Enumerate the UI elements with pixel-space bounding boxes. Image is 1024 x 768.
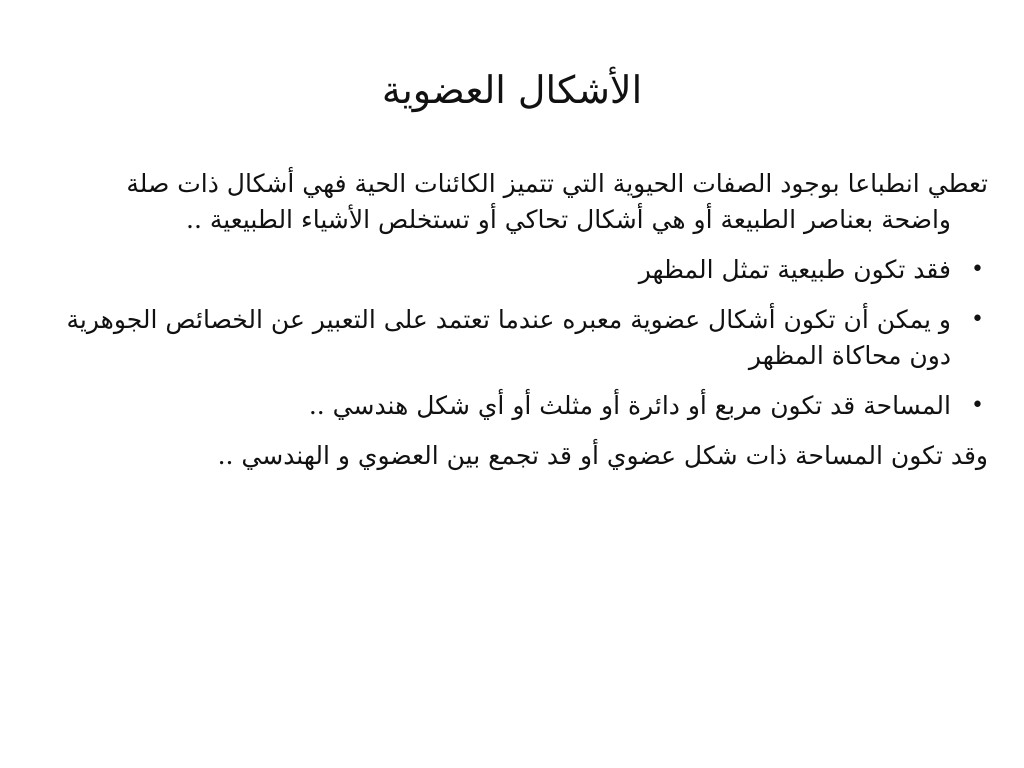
slide-title: الأشكال العضوية	[381, 68, 643, 112]
bullet-text: و يمكن أن تكون أشكال عضوية معبره عندما تعتمد على التعبير عن الخصائص الجوهرية دون محاكاة المظهر	[66, 305, 951, 370]
intro-line-2: واضحة بعناصر الطبيعة أو هي أشكال تحاكي أو تستخلص الأشياء الطبيعية ..	[186, 205, 951, 234]
bullet-icon: •	[971, 393, 984, 418]
bullet-item	[36, 388, 988, 424]
closing-paragraph: وقد تكون المساحة ذات شكل عضوي أو قد تجمع بين العضوي و الهندسي ..	[217, 441, 988, 470]
bullet-icon: •	[971, 307, 984, 332]
bullet-icon: •	[971, 257, 984, 282]
bullet-list	[36, 252, 988, 424]
intro-line-1: تعطي انطباعا بوجود الصفات الحيوية التي تتميز الكائنات الحية فهي أشكال ذات صلة	[126, 169, 988, 198]
bullet-item	[36, 252, 988, 288]
bullet-text: فقد تكون طبيعية تمثل المظهر	[638, 255, 951, 284]
bullet-text: المساحة قد تكون مربع أو دائرة أو مثلث أو أي شكل هندسي ..	[308, 391, 951, 420]
intro-paragraph	[36, 166, 988, 238]
bullet-item	[36, 302, 988, 374]
slide-body	[36, 166, 988, 488]
